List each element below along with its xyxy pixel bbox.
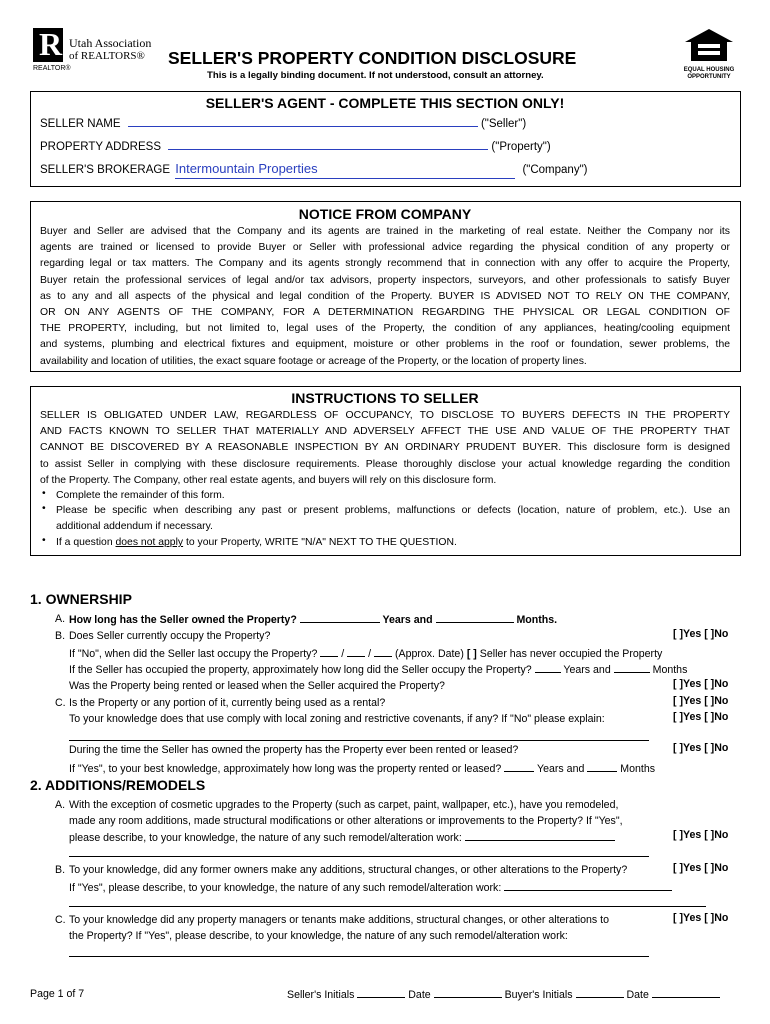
equal-housing-icon (681, 28, 737, 62)
additions-b-yesno[interactable]: [ ]Yes [ ]No (673, 862, 729, 874)
rented-years-input[interactable] (504, 760, 534, 772)
additions-c-yesno[interactable]: [ ]Yes [ ]No (673, 912, 729, 924)
page-subtitle: This is a legally binding document. If not understood, consult an attorney. (207, 70, 544, 81)
seller-name-row (40, 115, 526, 132)
last-occupy-year-input[interactable] (374, 645, 392, 657)
instructions-line: AND FACTS KNOWN TO SELLER THAT MATERIALLY AND ADVERSELY AFFECT THE USE AND VALUE OF THE PROPERTY THAT (40, 426, 730, 438)
notice-line: Buyer and Seller are advised that the Company and its agents are trained in the marketing of real estate. Neither the Company nor its (40, 226, 730, 237)
ownership-b-sub3-yesno[interactable]: [ ]Yes [ ]No (673, 678, 729, 690)
brokerage-label: SELLER'S BROKERAGE (40, 164, 171, 176)
ownership-a-row: How long has the Seller owned the Property? Years and Months. (69, 611, 557, 628)
sellers-initials-input[interactable] (357, 986, 405, 998)
footer-initials: Seller's Initials Date Buyer's Initials Date (287, 986, 720, 1003)
bullet-dot: • (42, 488, 46, 499)
brokerage-input[interactable] (175, 161, 515, 179)
years-owned-input[interactable] (300, 611, 380, 623)
additions-b-label: B. (55, 864, 66, 876)
seller-name-label: SELLER NAME (40, 118, 121, 130)
additions-b-line1: To your knowledge, did any former owners make any additions, structural changes, or other alterations to the Property? (69, 864, 628, 876)
occupy-months-input[interactable] (614, 661, 650, 673)
bullet-dot: • (42, 535, 46, 546)
former-owner-describe-input[interactable] (504, 879, 672, 891)
notice-line: and systems, plumbing and electrical fixtures and equipment, moisture or other problems in the roof or foundation, sewer problems, the (40, 339, 730, 351)
bullet-1: Complete the remainder of this form. (56, 490, 225, 501)
ownership-b-label: B. (55, 630, 66, 642)
remodel-describe-line[interactable] (69, 856, 649, 857)
ownership-c-sub1-yesno[interactable]: [ ]Yes [ ]No (673, 711, 729, 723)
instructions-line: CANNOT BE DISCOVERED BY A REASONABLE INSPECTION BY AN ORDINARY PRUDENT BUYER. This disclosure form is designed (40, 442, 730, 454)
notice-line: Buyer retain the professional services of legal and/or tax advisors, property inspectors, surveyors, and other professionals to satisfy Buyer (40, 274, 730, 286)
realtor-logo (33, 28, 173, 78)
notice-line: THE PROPERTY, including, but not limited to, legal uses of the Property, the condition of any appliances, heating/cooling equipment (40, 323, 730, 335)
logo-line1: Utah Association (69, 36, 152, 50)
additions-a-label: A. (55, 799, 66, 811)
ownership-a-label: A. (55, 613, 66, 625)
additions-a-line2: made any room additions, made structural modifications or other alterations or improvements to the Property? If "Yes", (69, 815, 623, 827)
ownership-c-sub2-yesno[interactable]: [ ]Yes [ ]No (673, 742, 729, 754)
months-owned-input[interactable] (436, 611, 514, 623)
additions-a-yesno[interactable]: [ ]Yes [ ]No (673, 829, 729, 841)
logo-realtor-text: REALTOR® (33, 65, 71, 72)
ownership-b-sub2: If the Seller has occupied the property, approximately how long did the Seller occupy the Property? Years and Months (69, 661, 687, 678)
instructions-line: to assist Seller in complying with these disclosure requirements. Please thoroughly disclose your actual knowledge regarding the condition (40, 458, 730, 470)
equal-housing-logo (681, 28, 737, 80)
logo-line2: of REALTORS® (69, 50, 145, 62)
page-title: SELLER'S PROPERTY CONDITION DISCLOSURE (168, 48, 577, 68)
additions-a-line1: With the exception of cosmetic upgrades to the Property (such as carpet, paint, wallpaper, etc.), have you remodeled, (69, 799, 619, 811)
notice-line: agents are trained or licensed to provide Buyer or Seller with professional advice regarding the physical condition of any property or (40, 242, 730, 254)
eho-line2: OPPORTUNITY (687, 74, 731, 80)
seller-date-input[interactable] (434, 986, 502, 998)
buyer-date-input[interactable] (652, 986, 720, 998)
ownership-c-sub3: If "Yes", to your best knowledge, approximately how long was the property rented or leased? Years and Months (69, 760, 655, 777)
notice-line: OR ON ANY AGENTS OF THE COMPANY, FOR A DETERMINATION REGARDING THE PHYSICAL OR LEGAL CONDITION OF (40, 307, 730, 319)
bullet-2: Please be specific when describing any past or present problems, malfunctions or defects (location, nature of problem, etc.). Use an additional addendum if necessary. (56, 505, 730, 533)
section-ownership-heading: 1. OWNERSHIP (30, 591, 132, 607)
seller-suffix: ("Seller") (480, 118, 527, 130)
ownership-b-sub1: If "No", when did the Seller last occupy the Property? / / (Approx. Date) [ ] Seller has never occupied the Property (69, 645, 662, 662)
notice-line: availability and location of utilities, the exact square footage or acreage of the Property, or the location of property lines. (40, 355, 587, 367)
occupy-years-input[interactable] (535, 661, 561, 673)
additions-a-line3: please describe, to your knowledge, the nature of any such remodel/alteration work: (69, 829, 615, 846)
ownership-c-yesno[interactable]: [ ]Yes [ ]No (673, 695, 729, 707)
property-address-row (40, 138, 551, 155)
ownership-b-yesno[interactable]: [ ]Yes [ ]No (673, 628, 729, 640)
notice-text (40, 224, 730, 370)
page-number: Page 1 of 7 (30, 988, 85, 1000)
additions-b-line2: If "Yes", please describe, to your knowledge, the nature of any such remodel/alteration work: (69, 879, 672, 896)
additions-c-line2: the Property? If "Yes", please describe, to your knowledge, the nature of any such remodel/alteration work: (69, 930, 568, 942)
brokerage-row (40, 161, 587, 179)
former-owner-describe-line[interactable] (69, 906, 706, 907)
buyers-initials-input[interactable] (576, 986, 624, 998)
last-occupy-day-input[interactable] (347, 645, 365, 657)
additions-c-label: C. (55, 914, 66, 926)
bullet-3: If a question does not apply to your Property, WRITE "N/A" NEXT TO THE QUESTION. (56, 537, 457, 548)
brokerage-value: Intermountain Properties (175, 161, 318, 176)
realtor-r-icon: R (33, 28, 63, 62)
ownership-c-sub2: During the time the Seller has owned the property has the Property ever been rented or leased? (69, 744, 519, 756)
instructions-text (40, 408, 730, 489)
instructions-heading: INSTRUCTIONS TO SELLER (291, 390, 479, 406)
property-address-label: PROPERTY ADDRESS (40, 141, 162, 153)
section-additions-heading: 2. ADDITIONS/REMODELS (30, 777, 206, 793)
remodel-describe-input[interactable] (465, 829, 615, 841)
notice-line: as to any and all aspects of the physical and legal condition of the Property. BUYER IS ADVISED NOT TO RELY ON THE COMPANY, (40, 290, 730, 302)
property-address-input[interactable] (168, 138, 488, 150)
brokerage-suffix: ("Company") (522, 164, 588, 176)
never-occupied-checkbox[interactable]: [ ] (466, 648, 477, 660)
eho-line1: EQUAL HOUSING (683, 67, 735, 73)
notice-line: regarding legal or tax matters. The Company and its agents strongly recommend that in connection with any offer to acquire the Property, (40, 258, 730, 270)
rented-months-input[interactable] (587, 760, 617, 772)
last-occupy-month-input[interactable] (320, 645, 338, 657)
zoning-explain-line[interactable] (69, 740, 649, 741)
property-suffix: ("Property") (491, 141, 551, 153)
ownership-b-text: Does Seller currently occupy the Property? (69, 630, 271, 642)
bullet-dot: • (42, 503, 46, 514)
ownership-c-sub1: To your knowledge does that use comply with local zoning and restrictive covenants, if any? If "No" please explain: (69, 713, 605, 725)
seller-name-input[interactable] (128, 115, 478, 127)
ownership-c-label: C. (55, 697, 66, 709)
notice-heading: NOTICE FROM COMPANY (298, 206, 472, 222)
instructions-line: SELLER IS OBLIGATED UNDER LAW, REGARDLESS OF OCCUPANCY, TO DISCLOSE TO BUYERS DEFECTS IN THE PROPERTY (40, 410, 730, 421)
ownership-c-text: Is the Property or any portion of it, currently being used as a rental? (69, 697, 386, 709)
tenant-describe-line[interactable] (69, 956, 649, 957)
ownership-b-sub3: Was the Property being rented or leased when the Seller acquired the Property? (69, 680, 445, 692)
instructions-line: of the Property. The Company, other real estate agents, and buyers will rely on this disclosure form. (40, 474, 497, 486)
agent-section-heading: SELLER'S AGENT - COMPLETE THIS SECTION ONLY! (205, 95, 565, 111)
additions-c-line1: To your knowledge did any property managers or tenants make additions, structural changes, or other alterations to (69, 914, 609, 926)
